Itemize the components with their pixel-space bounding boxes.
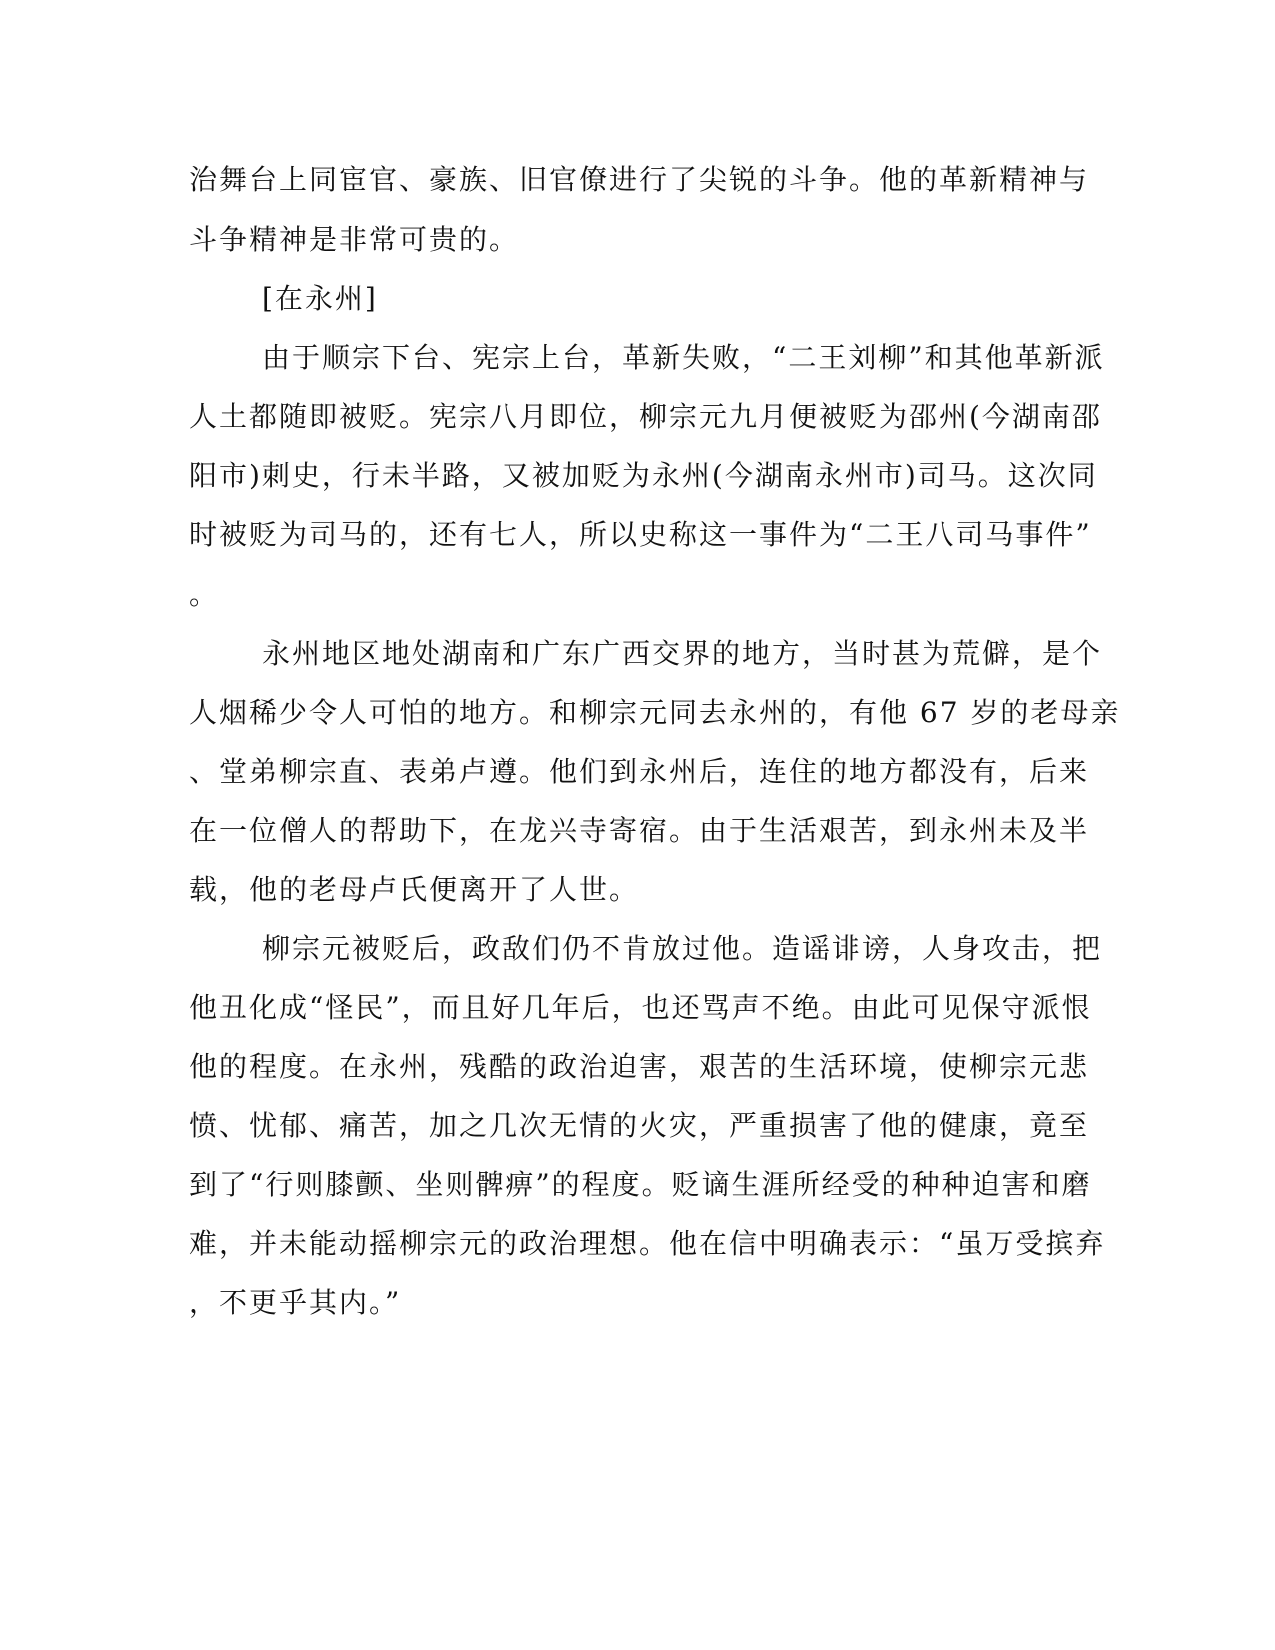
text-line: 人土都随即被贬。宪宗八月即位，柳宗元九月便被贬为邵州(今湖南邵 bbox=[189, 400, 1102, 433]
text-line: 在一位僧人的帮助下，在龙兴寺寄宿。由于生活艰苦，到永州未及半 bbox=[189, 814, 1090, 847]
text-line: 他的程度。在永州，残酷的政治迫害，艰苦的生活环境，使柳宗元悲 bbox=[189, 1050, 1090, 1083]
text-line: 载，他的老母卢氏便离开了人世。 bbox=[189, 873, 640, 906]
text-line: 由于顺宗下台、宪宗上台，革新失败，“二王刘柳”和其他革新派 bbox=[262, 341, 1105, 374]
text-line: 永州地区地处湖南和广东广西交界的地方，当时甚为荒僻，是个 bbox=[262, 637, 1103, 670]
text-line: 治舞台上同宦官、豪族、旧官僚进行了尖锐的斗争。他的革新精神与 bbox=[189, 163, 1090, 196]
text-line: 愤、忧郁、痛苦，加之几次无情的火灾，严重损害了他的健康，竟至 bbox=[189, 1109, 1090, 1142]
text-line: 阳市)刺史，行未半路，又被加贬为永州(今湖南永州市)司马。这次同 bbox=[189, 459, 1098, 492]
text-line: 人烟稀少令人可怕的地方。和柳宗元同去永州的，有他 67 岁的老母亲 bbox=[189, 696, 1121, 729]
text-line: 难，并未能动摇柳宗元的政治理想。他在信中明确表示：“虽万受摈弃 bbox=[189, 1227, 1106, 1260]
section-heading: [在永州] bbox=[262, 282, 378, 315]
text-line: 柳宗元被贬后，政敌们仍不肯放过他。造谣诽谤，人身攻击，把 bbox=[262, 932, 1103, 965]
text-line: 到了“行则膝颤、坐则髀痹”的程度。贬谪生涯所经受的种种迫害和磨 bbox=[189, 1168, 1092, 1201]
text-line: 斗争精神是非常可贵的。 bbox=[189, 223, 520, 256]
text-line: 他丑化成“怪民”，而且好几年后，也还骂声不绝。由此可见保守派恨 bbox=[189, 991, 1092, 1024]
text-line: 。 bbox=[189, 578, 220, 611]
text-line: ，不更乎其内。” bbox=[189, 1286, 402, 1319]
text-line: 时被贬为司马的，还有七人，所以史称这一事件为“二王八司马事件” bbox=[189, 518, 1092, 551]
text-line: 、堂弟柳宗直、表弟卢遵。他们到永州后，连住的地方都没有，后来 bbox=[189, 755, 1090, 788]
